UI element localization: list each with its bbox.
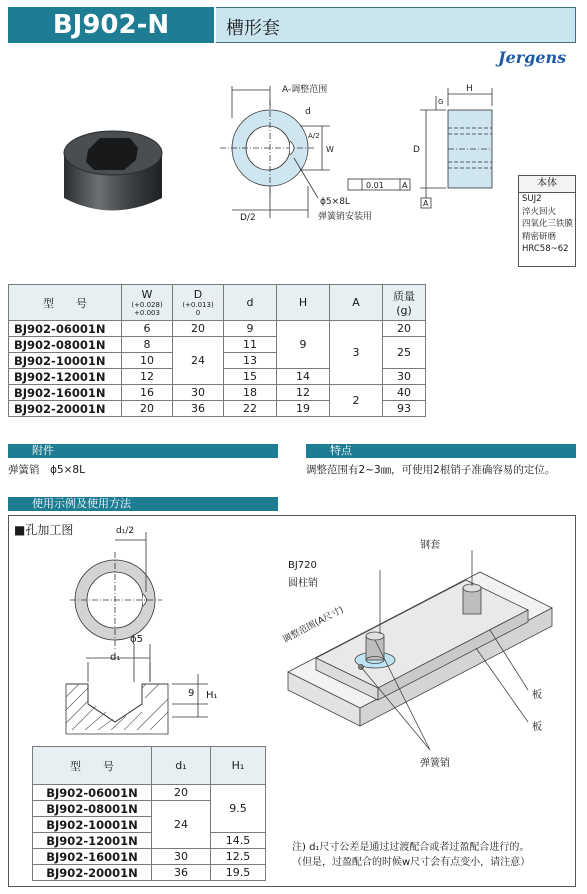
usage-drawing <box>280 530 570 770</box>
material-line: 四氧化三铁膜 <box>522 219 574 229</box>
col-d1: d₁ <box>152 747 211 785</box>
label-adjust: A-调整范围 <box>282 85 328 95</box>
label-d: d <box>305 107 311 117</box>
material-line: 淬火回火 <box>522 206 557 217</box>
label-A-bottom: A <box>423 199 429 208</box>
hole-drawing <box>50 522 180 740</box>
table-row: BJ902-08001N 24 <box>33 801 266 817</box>
material-line: HRC58~62 <box>522 244 569 254</box>
label-tol: 0.01 <box>366 181 384 190</box>
hole-title: ■孔加工图 <box>14 523 74 537</box>
col-H1: H₁ <box>211 747 266 785</box>
table-row: BJ902-06001N 6 20 9 9 3 20 <box>9 321 426 337</box>
col-model: 型 号 <box>9 285 122 321</box>
product-image <box>50 118 175 228</box>
col-A: A <box>330 285 383 321</box>
label-d1: d₁ <box>110 652 121 663</box>
brand-logo: Jergens <box>498 48 567 67</box>
hole-dims <box>168 672 228 722</box>
label-w: W <box>326 145 334 154</box>
label-H: H <box>466 84 473 94</box>
col-d: d <box>224 285 277 321</box>
table-row: BJ902-16001N 16 30 18 12 2 40 <box>9 385 426 401</box>
material-line: 精密研磨 <box>522 231 557 242</box>
note-line-1: 注) d₁尺寸公差是通过过渡配合或者过盈配合进行的。 <box>292 842 530 853</box>
table-row: BJ902-16001N 30 12.5 <box>33 849 266 865</box>
table-row: BJ902-12001N 14.5 <box>33 833 266 849</box>
label-H1: H₁ <box>206 690 218 701</box>
label-pin-mount: 弹簧销安装用 <box>318 212 373 222</box>
table-row: BJ902-20001N 20 36 22 19 93 <box>9 401 426 417</box>
label-D: D <box>413 145 420 155</box>
label-bj720: BJ720 <box>288 560 317 571</box>
label-range: 调整范围(A尺寸) <box>281 605 346 646</box>
label-round-pin: 圆柱销 <box>288 578 318 589</box>
features-bar: 特点 <box>306 444 576 458</box>
label-pin: ϕ5×8L <box>320 197 350 207</box>
material-line: SUJ2 <box>522 194 542 204</box>
accessories-bar: 附件 <box>8 444 278 458</box>
label-plate-2: 板 <box>532 722 542 733</box>
label-plate-1: 板 <box>532 690 542 701</box>
features-text: 调整范围有2~3㎜，可使用2根销子准确容易的定位。 <box>306 464 556 476</box>
label-a2: A/2 <box>308 132 320 140</box>
col-H: H <box>277 285 330 321</box>
label-G: G <box>438 98 444 106</box>
label-sleeve: 钢套 <box>420 540 440 551</box>
label-d12: d₁/2 <box>116 526 135 536</box>
label-phi5: ϕ5 <box>130 634 143 645</box>
accessories-text: 弹簧销 ϕ5×8L <box>8 464 85 476</box>
spec-table <box>8 284 426 417</box>
label-spring-pin: 弹簧销 <box>420 758 450 769</box>
col-mass: 质量 (g) <box>383 285 426 321</box>
technical-drawing <box>210 78 510 228</box>
usage-bar: 使用示例及使用方法 <box>8 497 278 511</box>
product-title: 槽形套 <box>226 18 280 39</box>
table-row: BJ902-10001N 10 13 <box>9 353 426 369</box>
product-code: BJ902-N <box>8 7 216 43</box>
material-box <box>518 175 576 267</box>
note-line-2: （但是，过盈配合的时候w尺寸会有点变小，请注意） <box>292 857 531 868</box>
hole-table <box>32 746 266 881</box>
table-row: BJ902-06001N 20 9.5 <box>33 785 266 801</box>
table-row: BJ902-12001N 12 15 14 30 <box>9 369 426 385</box>
table-row: BJ902-10001N <box>33 817 266 833</box>
col-D: D (+0.013) 0 <box>173 285 224 321</box>
table-row: BJ902-20001N 36 19.5 <box>33 865 266 881</box>
table-row: BJ902-08001N 8 24 11 25 <box>9 337 426 353</box>
material-title: 本体 <box>519 176 575 193</box>
label-datum: A <box>402 181 408 190</box>
label-d2: D/2 <box>240 213 256 223</box>
label-9: 9 <box>188 688 195 699</box>
col-w: W (+0.028) +0.003 <box>122 285 173 321</box>
col-model: 型 号 <box>33 747 152 785</box>
